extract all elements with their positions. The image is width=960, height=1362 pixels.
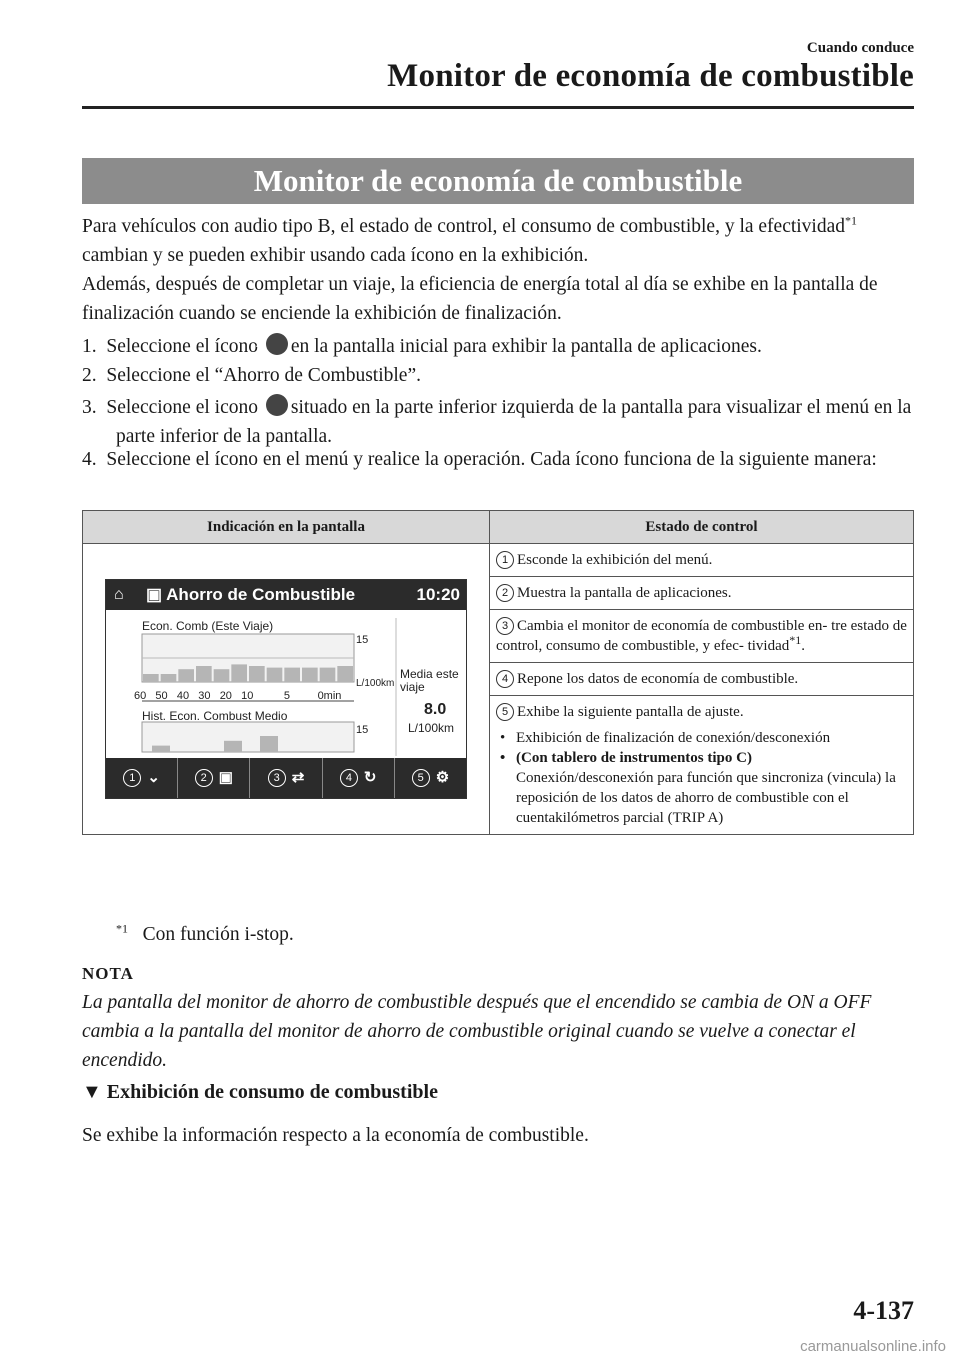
chevron-down-icon: ⌄ [147, 769, 160, 786]
row-text: Repone los datos de economía de combustible. [517, 671, 799, 687]
step-text: situado en la parte inferior izquierda de la pantalla para visualizar el menú en la parte inferior de la pantalla. [116, 397, 912, 447]
intro-text-b: cambian y se pueden exhibir usando cada ícono en la exhibición. [82, 245, 589, 266]
subsection-text: Se exhibe la información respecto a la economía de combustible. [82, 1125, 589, 1146]
chart-2-bar [260, 736, 278, 752]
screen-title: ▣ Ahorro de Combustible [146, 585, 356, 604]
step-text: Seleccione el ícono en el menú y realice la operación. Cada ícono funciona de la siguiente manera: [106, 449, 877, 470]
row-number: 2 [496, 584, 514, 602]
footnote-mark: *1 [116, 921, 128, 936]
screen-title-text: Ahorro de Combustible [166, 585, 356, 604]
row-text: Cambia el monitor de economía de combustible en- tre estado de control, consumo de combustible, y efec- tividad [496, 618, 907, 654]
x-tick: 0min [317, 690, 342, 702]
footnote-ref: *1 [845, 213, 858, 228]
chart-1-bar [196, 666, 212, 682]
x-tick: 5 [283, 690, 291, 702]
subsection-heading: ▼ Exhibición de consumo de combustible [82, 1081, 438, 1103]
chart-1-bar [214, 669, 230, 682]
chart-1-bar [337, 666, 353, 682]
step-text: Seleccione el icono [106, 397, 258, 418]
header-rule [82, 106, 914, 109]
x-tick: 40 [176, 690, 190, 702]
footnote-text: Con función i-stop. [142, 924, 294, 945]
x-tick: 20 [219, 690, 232, 702]
step-2 [82, 361, 914, 390]
chart-1-y-top: 15 [356, 634, 369, 646]
chart-2-label: Hist. Econ. Combust Medio [142, 709, 288, 723]
refresh-icon: ↻ [363, 769, 377, 786]
screen-illustration-cell [83, 544, 490, 835]
x-tick: 60 [134, 690, 147, 702]
average-value: 8.0 [424, 701, 447, 718]
intro-paragraph-1 [82, 212, 914, 270]
page-number: 4-137 [853, 1296, 914, 1325]
chart-1-bar [161, 674, 177, 682]
row-number: 5 [496, 703, 514, 721]
chart-1-bar [143, 674, 159, 682]
chart-1-x-ticks [134, 686, 374, 706]
x-tick: 30 [198, 690, 211, 702]
menu-settings-button[interactable] [395, 758, 466, 798]
average-label: Media este viaje [400, 667, 459, 694]
step-text: Seleccione el ícono [106, 336, 258, 357]
gear-icon: ⚙ [435, 769, 450, 786]
intro-paragraph-2: Además, después de completar un viaje, la eficiencia de energía total al día se exhibe en la pantalla de finalización cuando se enciende la exhibición de finalización. [82, 274, 878, 324]
menu-apps-button[interactable] [178, 758, 250, 798]
chart-1-unit: L/100km [356, 678, 395, 689]
chart-1-bar [231, 664, 247, 682]
menu-number: 5 [412, 769, 430, 787]
note-text: La pantalla del monitor de ahorro de combustible después que el encendido se cambia de ON a OFF cambia a la pantalla del monitor de ahorro de combustible original cuando se vuelve a conectar el encendido. [82, 992, 872, 1071]
chart-1-bar [267, 668, 283, 682]
menu-number: 1 [123, 769, 141, 787]
chart-1-bar [178, 669, 194, 682]
home-icon: ⌂ [114, 586, 124, 603]
settings-detail: Conexión/desconexión para función que sincroniza (vincula) la reposición de los datos de ahorro de combustible con el cuentakilómetros parcial (TRIP A) [516, 770, 896, 826]
chart-2-bar [152, 746, 170, 752]
apps-icon: A [266, 333, 288, 355]
settings-list [496, 728, 907, 768]
section-banner: Monitor de economía de combustible [82, 158, 914, 204]
row-text: Esconde la exhibición del menú. [517, 552, 713, 568]
chart-1-bar [249, 666, 265, 682]
apps-icon: ▣ [218, 769, 233, 786]
chart-1-bar [320, 668, 336, 682]
table-header-display: Indicación en la pantalla [83, 511, 490, 544]
chevron-down-icon: ∨ [266, 394, 288, 416]
step-3 [82, 393, 914, 451]
row-number: 1 [496, 551, 514, 569]
intro-text-a: Para vehículos con audio tipo B, el estado de control, el consumo de combustible, y la efectividad [82, 216, 846, 237]
list-item: • (Con tablero de instrumentos tipo C) [516, 748, 907, 768]
running-header-title: Monitor de economía de combustible [387, 58, 914, 94]
chart-1-label: Econ. Comb (Este Viaje) [142, 619, 274, 633]
step-number: 3. [82, 397, 97, 418]
watermark: carmanualsonline.info [800, 1338, 946, 1355]
footnote-ref: *1 [789, 633, 802, 647]
step-1 [82, 332, 914, 361]
screen-time: 10:20 [416, 585, 460, 604]
step-4 [82, 445, 914, 474]
row-text: Exhibe la siguiente pantalla de ajuste. [517, 704, 744, 720]
table-row [490, 610, 914, 663]
chart-2-y-top: 15 [356, 724, 369, 736]
chart-1-bar [302, 668, 318, 682]
chart-2-bar [224, 741, 242, 752]
x-tick: 50 [155, 690, 168, 702]
running-header-section: Cuando conduce [806, 40, 914, 56]
average-unit: L/100km [408, 721, 455, 735]
x-tick: 10 [241, 690, 254, 702]
step-number: 2. [82, 365, 97, 386]
menu-switch-button[interactable] [250, 758, 322, 798]
step-number: 4. [82, 449, 97, 470]
menu-number: 2 [195, 769, 213, 787]
menu-hide-button[interactable] [106, 758, 178, 798]
list-item: • Exhibición de finalización de conexión/desconexión [516, 728, 907, 748]
screen-menu-bar [106, 758, 466, 798]
menu-reset-button[interactable] [323, 758, 395, 798]
row-text-tail: . [801, 638, 806, 654]
step-text: Seleccione el “Ahorro de Combustible”. [106, 365, 421, 386]
table-row [490, 577, 914, 610]
row-text: Muestra la pantalla de aplicaciones. [517, 585, 732, 601]
menu-number: 3 [268, 769, 286, 787]
menu-number: 4 [340, 769, 358, 787]
table-row [490, 696, 914, 835]
row-number: 3 [496, 617, 514, 635]
step-number: 1. [82, 336, 97, 357]
menu-function-table [82, 510, 914, 835]
step-text: en la pantalla inicial para exhibir la pantalla de aplicaciones. [290, 336, 762, 357]
row-number: 4 [496, 670, 514, 688]
table-row [490, 663, 914, 696]
fuel-economy-screen [105, 579, 467, 799]
note-label: NOTA [82, 964, 134, 983]
switch-icon: ⇄ [291, 769, 305, 786]
chart-1-bar [284, 668, 300, 682]
table-header-status: Estado de control [490, 511, 914, 544]
table-row [490, 544, 914, 577]
footnote [116, 921, 294, 946]
